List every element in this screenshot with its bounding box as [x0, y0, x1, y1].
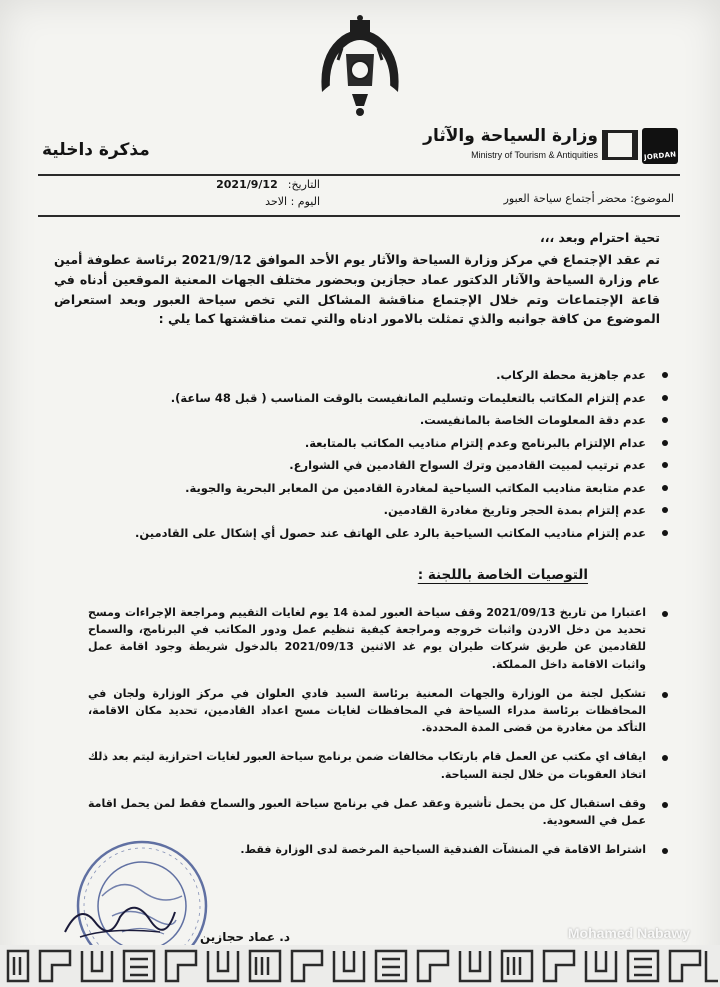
list-item: عدم جاهزية محطة الركاب. [88, 366, 646, 384]
ministry-name-english: Ministry of Tourism & Antiquities [471, 150, 598, 160]
ministry-letterhead [388, 126, 678, 174]
date-label: التاريخ: [287, 178, 320, 191]
list-item: اعتبارا من تاريخ 2021/09/13 وقف سياحة العبور لمدة 14 يوم لغايات التقييم ومراجعة الإجراءات ومسح تحديد من دخل الاردن واثبات خروجه ومراجعة كيفية تنظيم عمل ودور المكاتب في البرنامج، والسماح للقادمين عن طريق شركات طيران يوم غد الاثنين 2021/09/13 بالدخول شريطة وجود اقامة عمل واثبات الاقامة داخل المملكة. [88, 604, 646, 673]
date-value: 2021/9/12 [216, 178, 278, 191]
list-item: تشكيل لجنة من الوزارة والجهات المعنية برئاسة السيد فادي العلوان في مركز الوزارة ولجان في المحافظات برئاسة مدراء السياحة في المحافظات لغايات مسح اعداد القادمين، تحديد مكان الاقامة، التأكد من مغادرة من قضى المدة المحددة. [88, 685, 646, 737]
greeting: تحية احترام وبعد ،،، [539, 230, 660, 245]
list-item: عدم إلتزام بمدة الحجر وتاريخ مغادرة القادمين. [88, 501, 646, 519]
list-item: عدم دقة المعلومات الخاصة بالمانفيست. [88, 411, 646, 429]
memo-title: مذكرة داخلية [42, 140, 150, 160]
list-item: عدم إلتزام المكاتب بالتعليمات وتسليم المانفيست بالوقت المناسب ( قبل 48 ساعة). [88, 389, 646, 407]
subject-line: الموضوع: محضر أجتماع سياحة العبور [503, 192, 674, 205]
signatory-name: د. عماد حجازين [200, 930, 290, 944]
recommendations-list [88, 604, 646, 870]
list-item: اشتراط الاقامة في المنشآت الفندقية السياحية المرخصة لدى الوزارة فقط. [88, 841, 646, 858]
list-item: عدم إلتزام مناديب المكاتب السياحية بالرد على الهاتف عند حصول أي إشكال على القادمين. [88, 524, 646, 542]
list-item: ايقاف اي مكتب عن العمل قام بارتكاب مخالفات ضمن برنامج سياحة العبور لغايات احترازية ليتم بعد ذلك اتخاذ العقوبات من خلال لجنة السياحة. [88, 748, 646, 782]
ministry-name-arabic: وزارة السياحة والآثار [423, 126, 598, 146]
list-item: عدم متابعة مناديب المكاتب السياحية لمغادرة القادمين من المعابر البحرية والجوية. [88, 479, 646, 497]
subject-divider [38, 215, 680, 217]
day-label: اليوم : الاحد [265, 195, 320, 208]
ministry-pattern-icon [602, 130, 638, 160]
watermark-text: Mohamed Nabawy [567, 925, 690, 941]
footer-pattern-band [0, 945, 720, 987]
list-item: وقف استقبال كل من يحمل تأشيرة وعقد عمل في برنامج سياحة العبور والسماح فقط لمن يحمل اقامة عمل في السعودية. [88, 795, 646, 829]
intro-paragraph: تم عقد الإجتماع في مركز وزارة السياحة والآثار يوم الأحد الموافق 2021/9/12 برئاسة عطوفة أمين عام وزارة السياحة والآثار الدكتور عماد حجازين وبحضور مختلف الجهات المعنية الموقعين أدناه في قاعة الإجتماعات وتم خلال الإجتماع مناقشة المشاكل التي تخص سياحة العبور وبعد استعراض الموضوع من كافة جوانبه والذي تمثلت بالامور ادناه والتي تمت مناقشتها كما يلي : [54, 252, 660, 327]
signature-scribble-icon [60, 892, 180, 942]
list-item: عدم ترتيب لمبيت القادمين وترك السواح القادمين في الشوارع. [88, 456, 646, 474]
jordan-crown-emblem-icon [312, 14, 408, 118]
list-item: عدام الإلتزام بالبرنامج وعدم إلتزام مناديب المكاتب بالمتابعة. [88, 434, 646, 452]
issues-list [88, 366, 646, 546]
jordan-logo-badge: JORDAN [642, 128, 678, 164]
date-block [120, 176, 320, 210]
recommendations-heading: التوصيات الخاصة باللجنة : [417, 567, 588, 583]
